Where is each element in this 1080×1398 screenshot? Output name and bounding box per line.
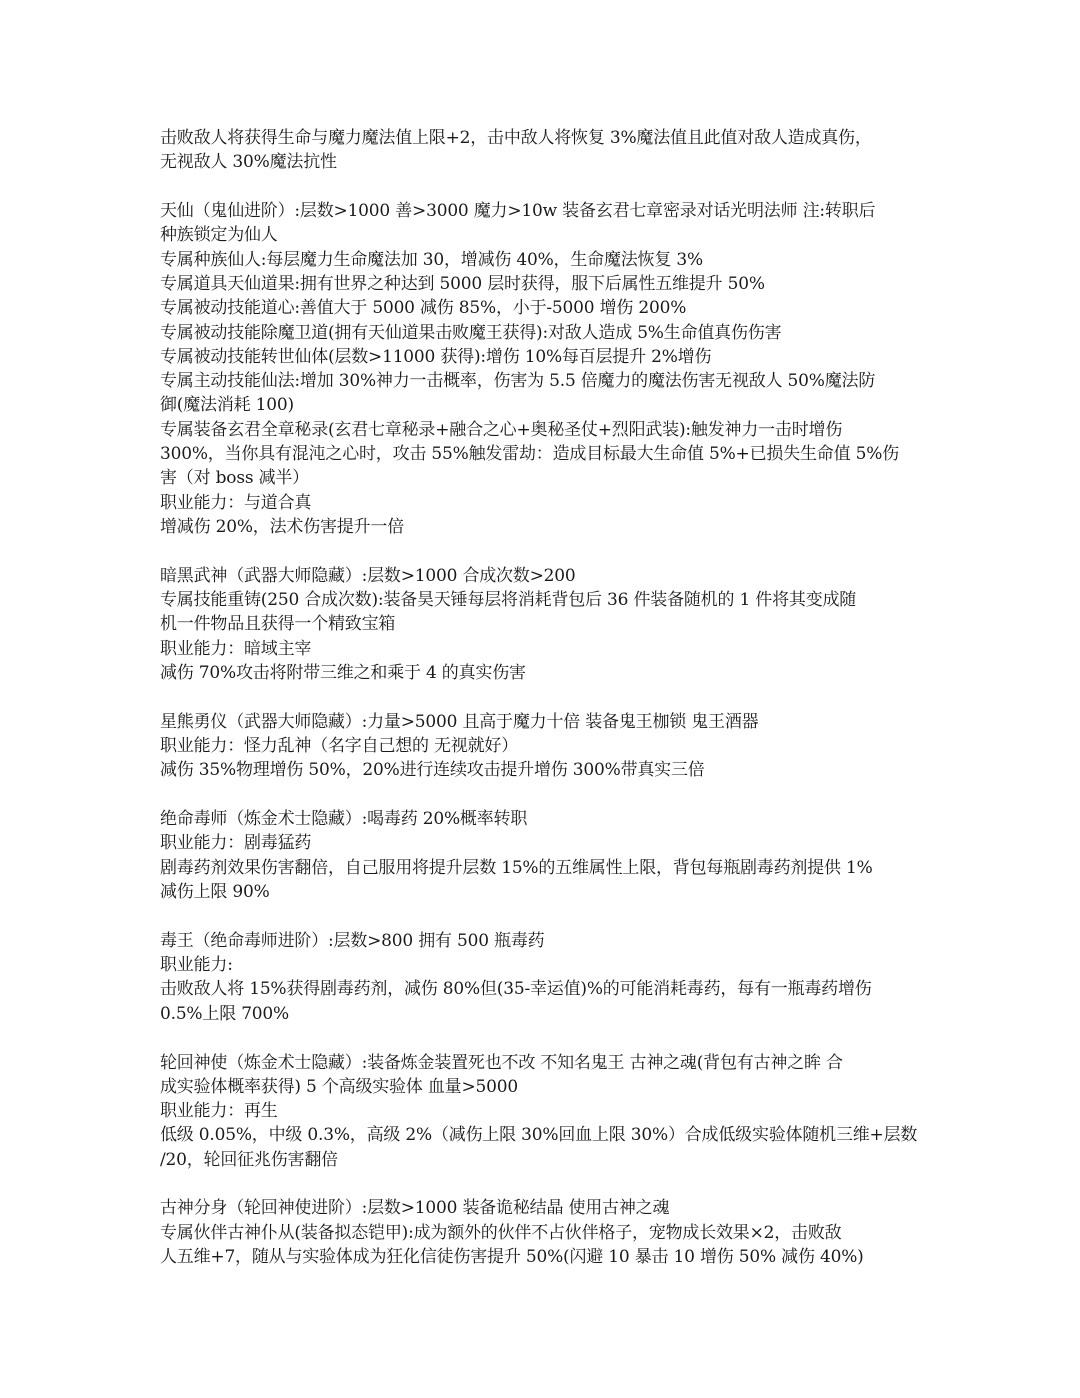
paragraph-block: [160, 710, 930, 783]
text-line: 0.5%上限 700%: [160, 1003, 289, 1024]
text-line: 职业能力：怪力乱神（名字自己想的 无视就好）: [160, 736, 519, 757]
text-line: 专属主动技能仙法:增加 30%神力一击概率，伤害为 5.5 倍魔力的魔法伤害无视敌人 50%魔法防: [160, 371, 876, 392]
text-line: 职业能力:: [160, 955, 233, 976]
text-line: 害（对 boss 减半）: [160, 468, 309, 489]
paragraph-block: [160, 564, 930, 685]
text-line: 减伤 35%物理增伤 50%，20%进行连续攻击提升增伤 300%带真实三倍: [160, 760, 705, 781]
text-line: 减伤 70%攻击将附带三维之和乘于 4 的真实伤害: [160, 662, 526, 683]
text-line: 职业能力：再生: [160, 1101, 278, 1122]
text-line: /20，轮回征兆伤害翻倍: [160, 1149, 338, 1170]
paragraph-block: [160, 1196, 930, 1269]
text-line: 减伤上限 90%: [160, 882, 270, 903]
text-line: 专属种族仙人:每层魔力生命魔法加 30，增减伤 40%，生命魔法恢复 3%: [160, 249, 703, 270]
text-line: 剧毒药剂效果伤害翻倍，自己服用将提升层数 15%的五维属性上限，背包每瓶剧毒药剂提供 1%: [160, 857, 873, 878]
text-line: 轮回神使（炼金术士隐藏）:装备炼金装置死也不改 不知名鬼王 古神之魂(背包有古神之眸 合: [160, 1052, 843, 1073]
text-line: 毒王（绝命毒师进阶）:层数>800 拥有 500 瓶毒药: [160, 930, 545, 951]
paragraph-block: [160, 1051, 930, 1172]
text-line: 职业能力：与道合真: [160, 492, 312, 513]
paragraph-block: [160, 929, 930, 1026]
paragraph-block: [160, 807, 930, 904]
text-line: 专属装备玄君全章秘录(玄君七章秘录+融合之心+奥秘圣仗+烈阳武装):触发神力一击时增伤: [160, 419, 843, 440]
text-line: 古神分身（轮回神使进阶）:层数>1000 装备诡秘结晶 使用古神之魂: [160, 1198, 670, 1219]
text-line: 成实验体概率获得) 5 个高级实验体 血量>5000: [160, 1076, 518, 1097]
text-line: 低级 0.05%，中级 0.3%，高级 2%（减伤上限 30%回血上限 30%）合成低级实验体随机三维+层数: [160, 1125, 918, 1146]
text-line: 专属被动技能转世仙体(层数>11000 获得):增伤 10%每百层提升 2%增伤: [160, 346, 712, 367]
text-line: 300%，当你具有混沌之心时，攻击 55%触发雷劫：造成目标最大生命值 5%+已损失生命值 5%伤: [160, 444, 899, 465]
paragraph-block: [160, 126, 930, 175]
text-line: 天仙（鬼仙进阶）:层数>1000 善>3000 魔力>10w 装备玄君七章密录对话光明法师 注:转职后: [160, 201, 876, 222]
text-line: 职业能力：暗域主宰: [160, 638, 312, 659]
text-line: 机一件物品且获得一个精致宝箱: [160, 614, 396, 635]
text-line: 职业能力：剧毒猛药: [160, 833, 312, 854]
text-line: 人五维+7，随从与实验体成为狂化信徒伤害提升 50%(闪避 10 暴击 10 增伤 50% 减伤 40%): [160, 1247, 864, 1268]
text-line: 专属被动技能除魔卫道(拥有天仙道果击败魔王获得):对敌人造成 5%生命值真伤伤害: [160, 322, 782, 343]
text-line: 御(魔法消耗 100): [160, 395, 294, 416]
text-line: 暗黑武神（武器大师隐藏）:层数>1000 合成次数>200: [160, 565, 576, 586]
text-line: 无视敌人 30%魔法抗性: [160, 152, 337, 173]
text-line: 专属技能重铸(250 合成次数):装备昊天锤每层将消耗背包后 36 件装备随机的 1 件将其变成随: [160, 590, 857, 611]
text-line: 专属伙伴古神仆从(装备拟态铠甲):成为额外的伙伴不占伙伴格子，宠物成长效果×2，击败敌: [160, 1222, 842, 1243]
text-line: 专属被动技能道心:善值大于 5000 减伤 85%，小于-5000 增伤 200%: [160, 298, 687, 319]
text-line: 星熊勇仪（武器大师隐藏）:力量>5000 且高于魔力十倍 装备鬼王枷锁 鬼王酒器: [160, 711, 759, 732]
document-page: [160, 126, 930, 1294]
text-line: 绝命毒师（炼金术士隐藏）:喝毒药 20%概率转职: [160, 809, 528, 830]
text-line: 击败敌人将获得生命与魔力魔法值上限+2，击中敌人将恢复 3%魔法值且此值对敌人造成真伤，: [160, 128, 872, 148]
text-line: 击败敌人将 15%获得剧毒药剂，减伤 80%但(35-幸运值)%的可能消耗毒药，每有一瓶毒药增伤: [160, 979, 872, 1000]
text-line: 种族锁定为仙人: [160, 225, 278, 246]
paragraph-block: [160, 199, 930, 539]
text-line: 增减伤 20%，法术伤害提升一倍: [160, 516, 404, 537]
text-line: 专属道具天仙道果:拥有世界之种达到 5000 层时获得，服下后属性五维提升 50%: [160, 273, 765, 294]
